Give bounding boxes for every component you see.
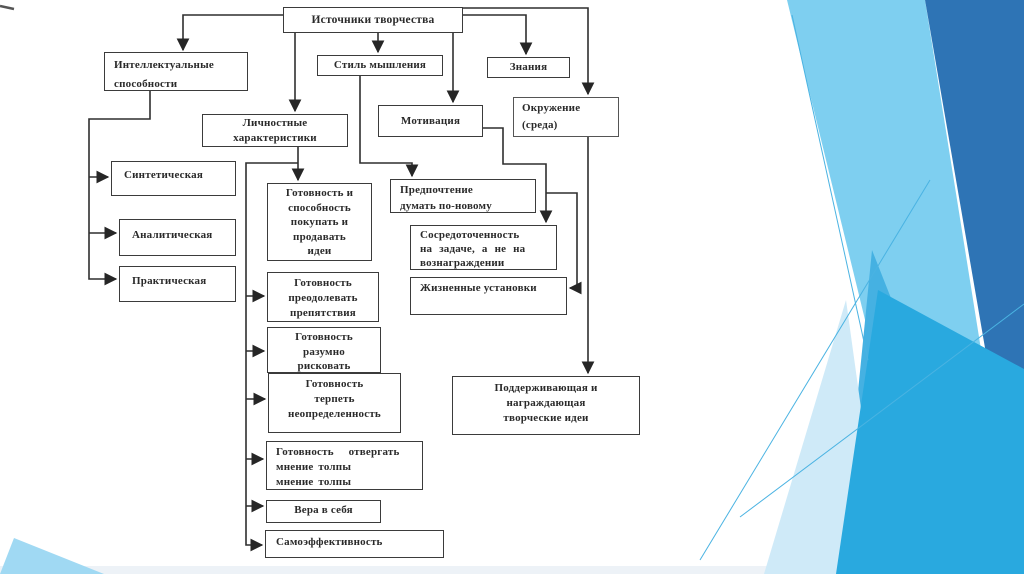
node-gotovnost-preodolevat-prepyatstvia: Готовность преодолевать препятствия: [267, 272, 379, 322]
connector-root-to-okruzhenie: [462, 8, 588, 94]
decor-bright-triangle: [836, 290, 1024, 574]
node-vera-v-sebya: Вера в себя: [266, 500, 381, 523]
scan-artifact-line: [0, 6, 14, 9]
decor-thin-lines: [700, 15, 1024, 560]
node-label: Знания: [509, 61, 548, 73]
node-lichnostnye-kharakteristiki: Личностные характеристики: [202, 114, 348, 147]
node-istochniki-tvorchestva: [283, 7, 463, 33]
node-sosredotochennost-na-zadache: Сосредоточенность на задаче, а не на вознаграждении: [410, 225, 557, 270]
connector-root-to-intellekt: [183, 15, 283, 50]
node-gotovnost-otvergat-mnenie-tolpy: Готовность отвергать мнение толпы мнение толпы: [266, 441, 423, 490]
connector-root-to-znania: [462, 15, 526, 54]
node-analiticheskaya: Аналитическая: [119, 219, 236, 256]
node-prakticheskaya: Практическая: [119, 266, 236, 302]
node-znania: [487, 57, 570, 78]
decor-line-shallow: [740, 304, 1024, 517]
node-gotovnost-razumno-riskovat: Готовность разумно рисковать: [267, 327, 381, 373]
node-motivacia: [378, 105, 483, 137]
node-intellektualnye-sposobnosti: Интеллектуальные способности: [104, 52, 248, 91]
node-label: Мотивация: [400, 114, 461, 127]
decor-corner-triangle: [0, 538, 104, 574]
node-zhiznennye-ustanovki: Жизненные установки: [410, 277, 567, 315]
node-predpochtenie-dumat-po-novomu: Предпочтение думать по-новому: [390, 179, 536, 213]
decor-dark-triangle: [925, 0, 1024, 574]
decor-bottom-strip: [0, 566, 1024, 574]
decor-line-band-edge: [792, 15, 868, 360]
decor-mid-wedge: [840, 250, 1000, 574]
node-samoeffektivnost: Самоэффективность: [265, 530, 444, 558]
node-gotovnost-terpet-neopredelennost: Готовность терпеть неопределенность: [268, 373, 401, 433]
node-label: Стиль мышления: [333, 59, 427, 71]
node-label: Источники творчества: [311, 13, 435, 26]
node-sinteticheskaya: Синтетическая: [111, 161, 236, 196]
node-stil-myshlenia: [317, 55, 443, 76]
node-gotovnost-pokupat-prodavat-idei: Готовность и способность покупать и продавать идеи: [267, 183, 372, 261]
decor-line-steep: [700, 180, 930, 560]
decor-pale-wedge: [764, 300, 884, 574]
decor-light-band: [787, 0, 1017, 574]
node-okruzhenie-sreda: Окружение (среда): [513, 97, 619, 137]
node-podderzhivayushchaya-sreda: Поддерживающая и награждающая творческие идеи: [452, 376, 640, 435]
